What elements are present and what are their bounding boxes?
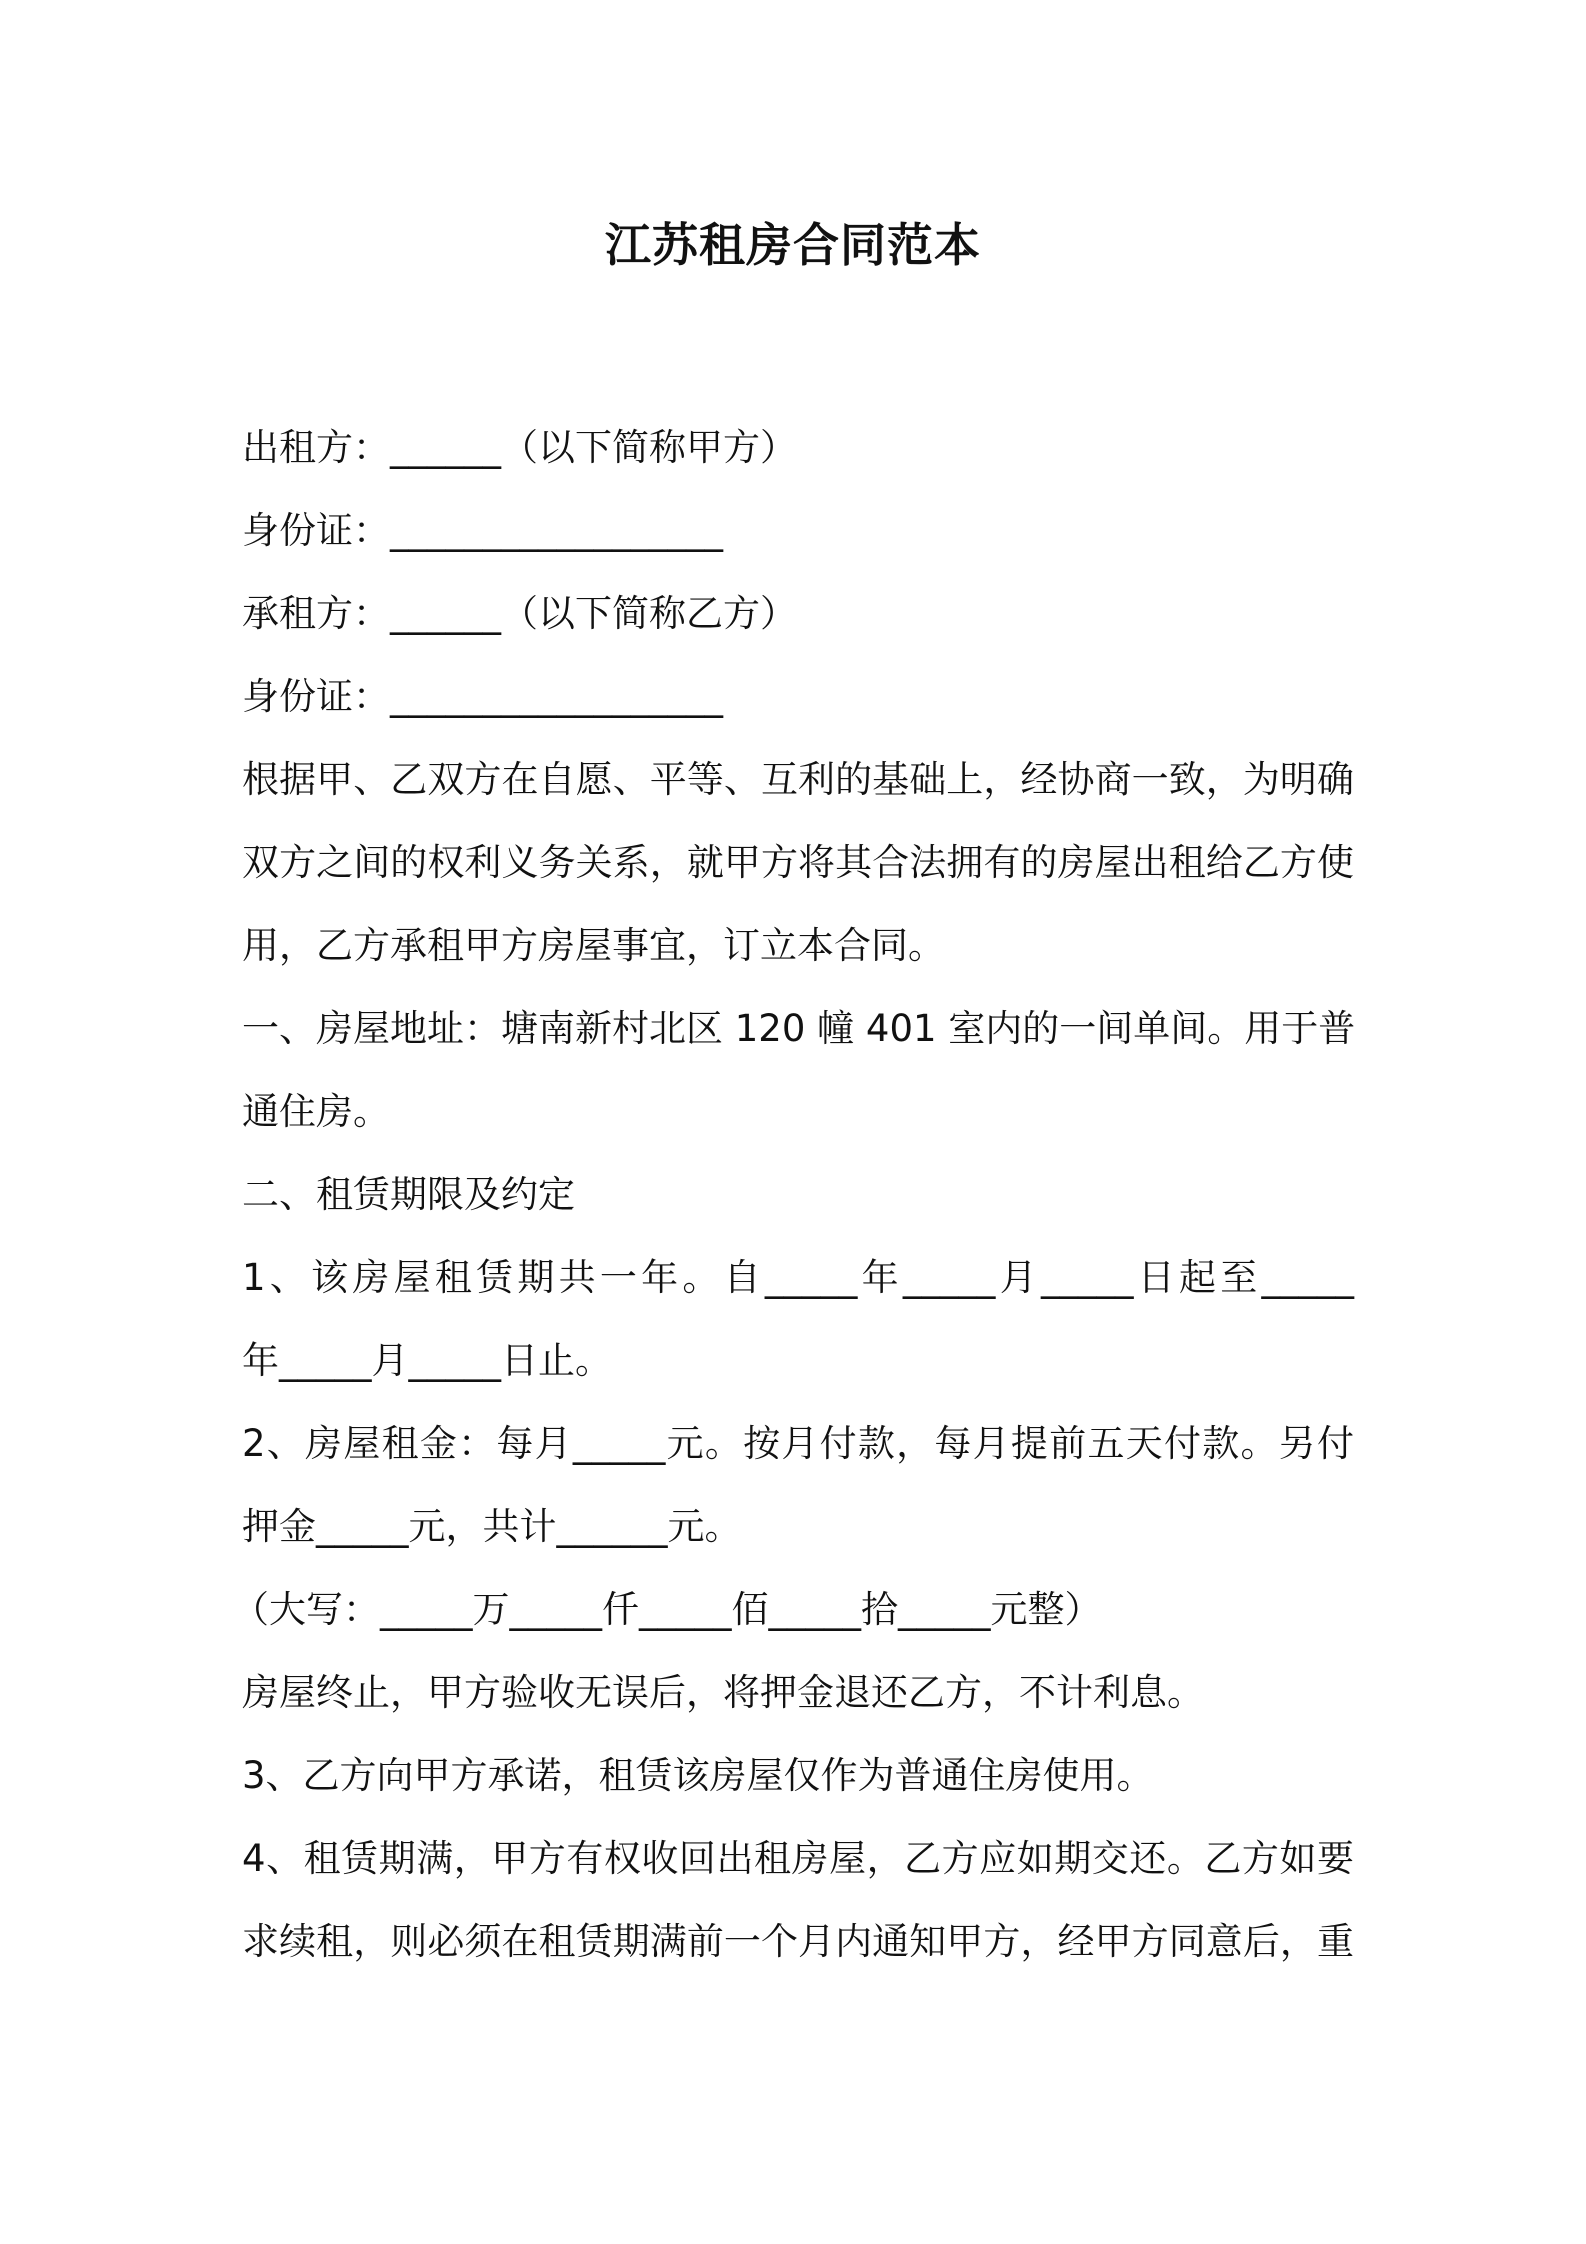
lessor-id-line: 身份证：__________________ bbox=[242, 509, 723, 552]
section-2-heading: 二、租赁期限及约定 bbox=[242, 1173, 575, 1216]
contract-body bbox=[232, 406, 1356, 1983]
clause-1-line-2: 年_____月_____日止。 bbox=[242, 1339, 612, 1382]
clause-4-line-2: 求续租，则必须在租赁期满前一个月内通知甲方，经甲方同意后，重 bbox=[242, 1920, 1354, 1963]
clause-1-line-1: 1、该房屋租赁期共一年。自_____年_____月_____日起至_____ bbox=[242, 1256, 1354, 1299]
preamble-line-2: 双方之间的权利义务关系，就甲方将其合法拥有的房屋出租给乙方使 bbox=[242, 841, 1354, 884]
clause-2-line-1: 2、房屋租金：每月_____元。按月付款，每月提前五天付款。另付 bbox=[242, 1422, 1354, 1465]
clause-2-line-2: 押金_____元，共计______元。 bbox=[242, 1505, 742, 1548]
section-1-line-2: 通住房。 bbox=[242, 1090, 390, 1133]
clause-2-deposit-refund: 房屋终止，甲方验收无误后，将押金退还乙方，不计利息。 bbox=[242, 1671, 1204, 1714]
clause-4-line-1: 4、租赁期满，甲方有权收回出租房屋，乙方应如期交还。乙方如要 bbox=[242, 1837, 1354, 1880]
clause-3-line: 3、乙方向甲方承诺，租赁该房屋仅作为普通住房使用。 bbox=[242, 1754, 1154, 1797]
clause-2-amount-words: （大写：_____万_____仟_____佰_____拾_____元整） bbox=[232, 1588, 1102, 1631]
preamble-line-3: 用，乙方承租甲方房屋事宜，订立本合同。 bbox=[242, 924, 945, 967]
lessee-line: 承租方：______（以下简称乙方） bbox=[242, 592, 797, 635]
section-1-line-1: 一、房屋地址：塘南新村北区 120 幢 401 室内的一间单间。用于普 bbox=[242, 1007, 1356, 1050]
lessor-line: 出租方：______（以下简称甲方） bbox=[242, 426, 797, 469]
document-title: 江苏租房合同范本 bbox=[605, 218, 981, 272]
lessee-id-line: 身份证：__________________ bbox=[242, 675, 723, 718]
preamble-line-1: 根据甲、乙双方在自愿、平等、互利的基础上，经协商一致，为明确 bbox=[242, 758, 1354, 801]
